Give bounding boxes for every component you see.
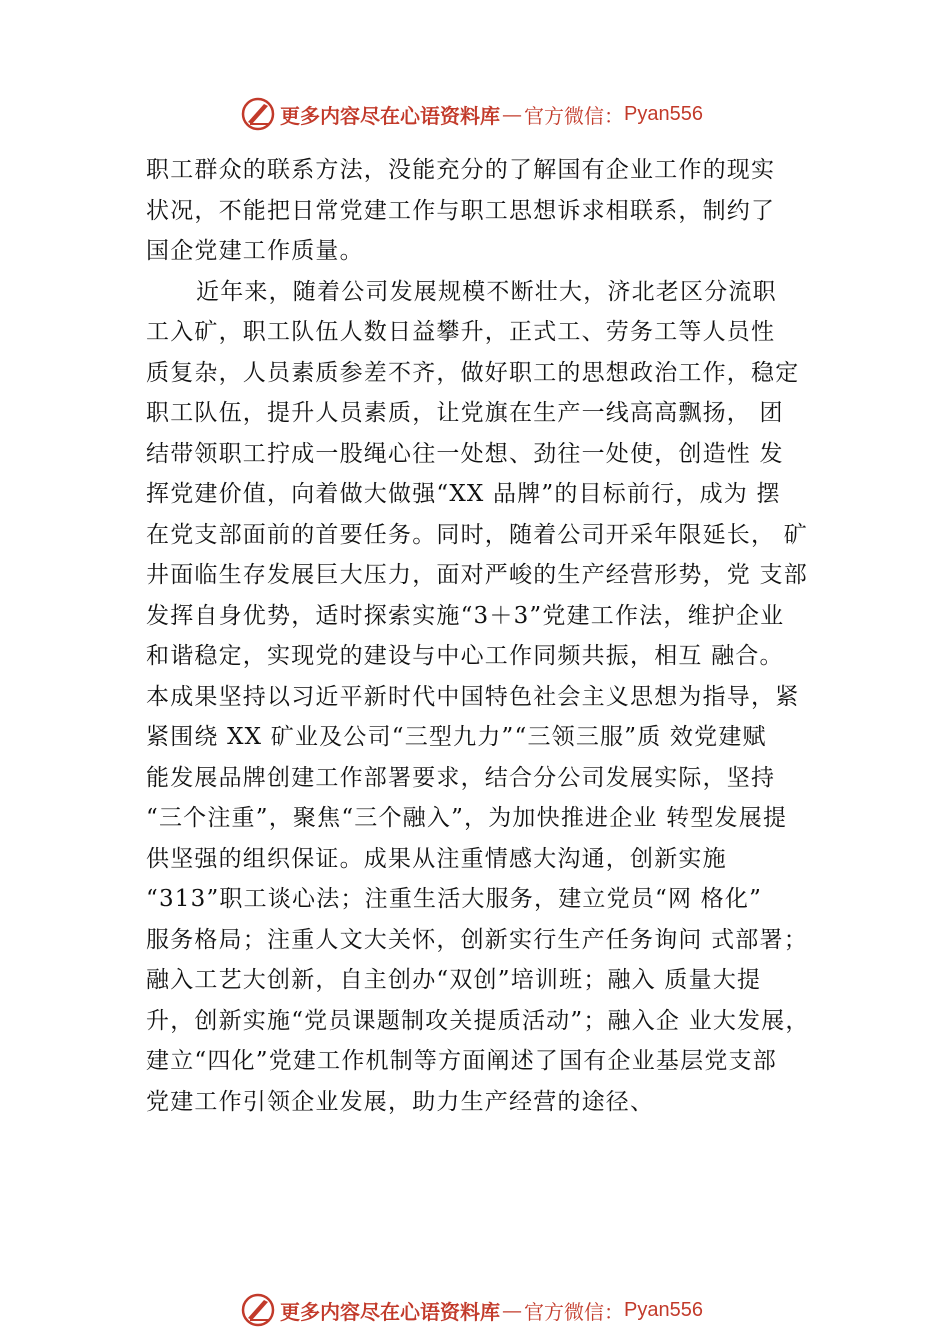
- text-line: 质复杂，人员素质参差不齐，做好职工的思想政治工作，稳定: [146, 359, 800, 386]
- quill-seal-icon: [240, 1292, 276, 1328]
- banner-wechat-id: Pyan556: [624, 1298, 703, 1321]
- banner-wechat-id: Pyan556: [624, 102, 703, 125]
- footer-banner: [240, 1292, 703, 1328]
- text-line: 能发展品牌创建工作部署要求，结合分公司发展实际，坚持: [146, 764, 776, 791]
- banner-dash: —: [502, 102, 522, 126]
- paragraph-first-line: 近年来，随着公司发展规模不断壮大，济北老区分流职: [196, 278, 777, 305]
- text-line: 融入工艺大创新，自主创办“双创”培训班；融入 质量大提: [146, 967, 762, 993]
- banner-title: 更多内容尽在心语资料库: [280, 1299, 500, 1324]
- text-line: 紧围绕 XX 矿业及公司“三型九力”“三领三服”质 效党建赋: [146, 724, 767, 750]
- text-line: 职工群众的联系方法，没能充分的了解国有企业工作的现实: [146, 157, 776, 183]
- banner-dash: —: [502, 1298, 522, 1322]
- text-line: 供坚强的组织保证。成果从注重情感大沟通，创新实施: [146, 845, 727, 872]
- text-line: “313”职工谈心法；注重生活大服务，建立党员“网 格化”: [146, 886, 763, 912]
- header-banner: [240, 96, 703, 132]
- text-line: 和谐稳定，实现党的建设与中心工作同频共振，相互 融合。: [146, 643, 784, 669]
- document-body: [146, 150, 836, 1122]
- text-line: “三个注重”，聚焦“三个融入”，为加快推进企业 转型发展提: [146, 805, 788, 831]
- banner-wechat-label: 官方微信：: [524, 103, 624, 128]
- text-line: 发挥自身优势，适时探索实施“3＋3”党建工作法，维护企业: [146, 602, 785, 629]
- text-line: 国企党建工作质量。: [146, 238, 364, 264]
- banner-wechat-label: 官方微信：: [524, 1299, 624, 1324]
- text-line: 建立“四化”党建工作机制等方面阐述了国有企业基层党支部: [146, 1048, 777, 1074]
- text-line: 本成果坚持以习近平新时代中国特色社会主义思想为指导，紧: [146, 683, 800, 710]
- text-line: 服务格局；注重人文大关怀，创新实行生产任务询问 式部署；: [146, 926, 808, 953]
- text-line: 挥党建价值，向着做大做强“XX 品牌”的目标前行，成为 摆: [146, 481, 781, 507]
- text-line: 在党支部面前的首要任务。同时，随着公司开采年限延长， 矿: [146, 521, 808, 548]
- text-line: 结带领职工拧成一股绳心往一处想、劲往一处使，创造性 发: [146, 440, 784, 467]
- text-line: 状况，不能把日常党建工作与职工思想诉求相联系，制约了: [146, 197, 776, 224]
- quill-seal-icon: [240, 96, 276, 132]
- text-line: 工入矿，职工队伍人数日益攀升，正式工、劳务工等人员性: [146, 319, 776, 345]
- text-line: 职工队伍，提升人员素质，让党旗在生产一线高高飘扬， 团: [146, 400, 784, 426]
- banner-title: 更多内容尽在心语资料库: [280, 103, 500, 128]
- text-line: 党建工作引领企业发展，助力生产经营的途径、: [146, 1088, 655, 1115]
- text-line: 井面临生存发展巨大压力，面对严峻的生产经营形势，党 支部: [146, 562, 808, 588]
- text-line: 升，创新实施“党员课题制攻关提质活动”；融入企 业大发展，: [146, 1007, 810, 1034]
